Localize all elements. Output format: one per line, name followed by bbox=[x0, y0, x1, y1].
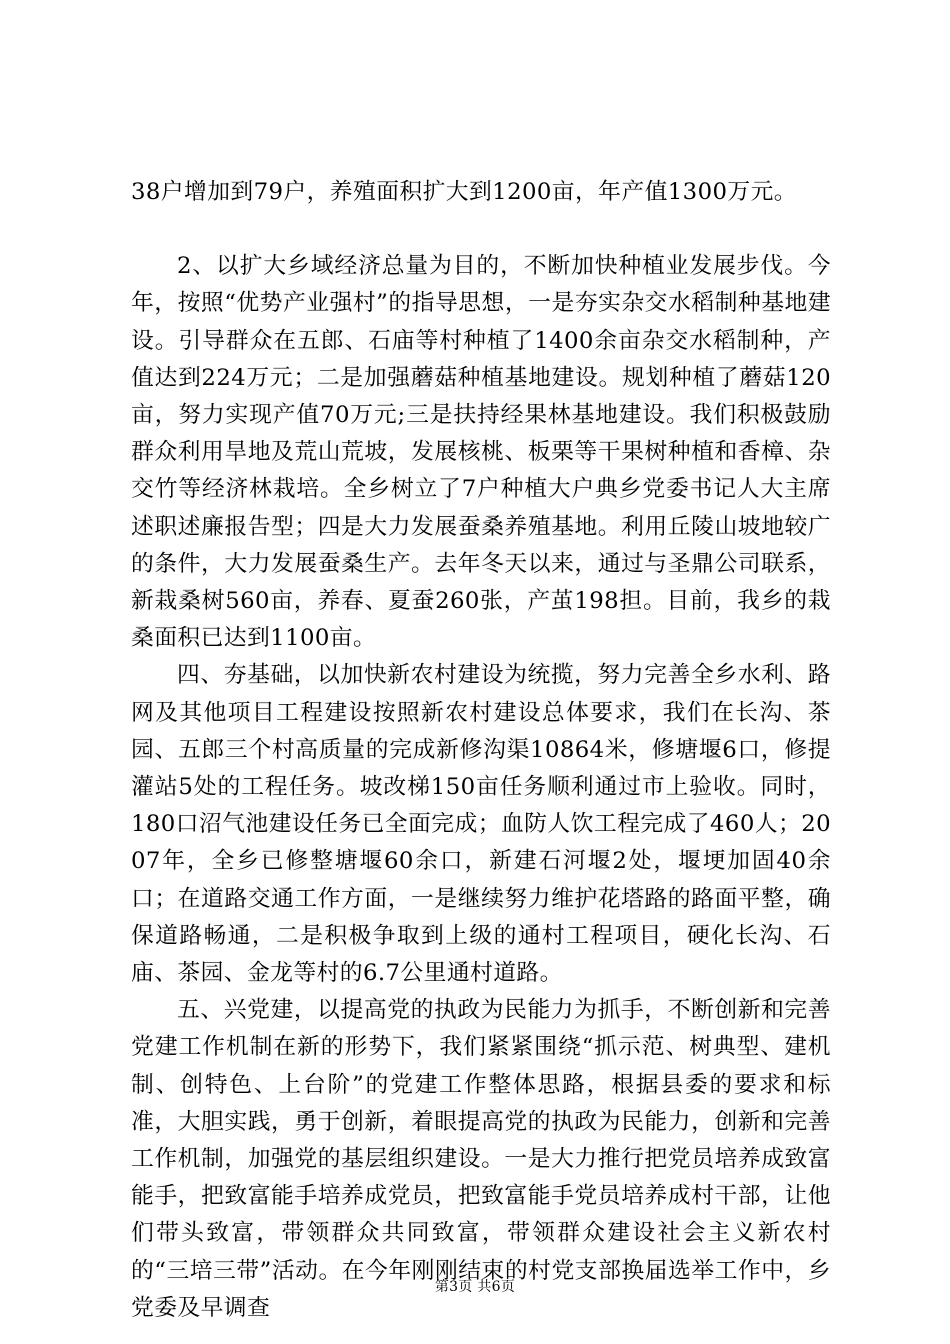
paragraph-infrastructure: 四、夯基础，以加快新农村建设为统揽，努力完善全乡水利、路网及其他项目工程建设按照新农村建设总体要求，我们在长沟、茶园、五郎三个村高质量的完成新修沟渠10864米，修塘堰6口，修提灌站5处的工程任务。坡改梯150亩任务顺利通过市上验收。同时，180口沼气池建设任务已全面完成；血防人饮工程完成了460人；2007年，全乡已修整塘堰60余口，新建石河堰2处，堰埂加固40余口；在道路交通工作方面，一是继续努力维护花塔路的路面平整，确保道路畅通，二是积极争取到上级的通村工程项目，硬化长沟、石庙、茶园、金龙等村的6.7公里通村道路。 bbox=[131, 662, 831, 987]
page-footer: 第3页 共6页 bbox=[434, 1279, 516, 1295]
document-body bbox=[131, 174, 831, 1327]
paragraph-party-building: 五、兴党建，以提高党的执政为民能力为抓手，不断创新和完善党建工作机制在新的形势下，我们紧紧围绕“抓示范、树典型、建机制、创特色、上台阶”的党建工作整体思路，根据县委的要求和标准，大胆实践，勇于创新，着眼提高党的执政为民能力，创新和完善工作机制，加强党的基层组织建设。一是大力推行把党员培养成致富能手，把致富能手培养成党员，把致富能手党员培养成村干部，让他们带头致富，带领群众共同致富，带领群众建设社会主义新农村的“三培三带”活动。在今年刚刚结束的村党支部换届选举工作中，乡党委及早调查 bbox=[131, 997, 831, 1321]
paragraph-continuation: 38户增加到79户，养殖面积扩大到1200亩，年产值1300万元。 bbox=[131, 179, 797, 205]
paragraph-planting: 2、以扩大乡域经济总量为目的，不断加快种植业发展步伐。今年，按照“优势产业强村”的指导思想，一是夯实杂交水稻制种基地建设。引导群众在五郎、石庙等村种植了1400余亩杂交水稻制种，产值达到224万元；二是加强蘑菇种植基地建设。规划种植了蘑菇120亩，努力实现产值70万元;三是扶持经果林基地建设。我们积极鼓励群众利用旱地及荒山荒坡，发展核桃、板栗等干果树种植和香樟、杂交竹等经济林栽培。全乡树立了7户种植大户典乡党委书记人大主席述职述廉报告型；四是大力发展蚕桑养殖基地。利用丘陵山坡地较广的条件，大力发展蚕桑生产。去年冬天以来，通过与圣鼎公司联系，新栽桑树560亩，养春、夏蚕260张，产茧198担。目前，我乡的栽桑面积已达到1100亩。 bbox=[131, 253, 831, 652]
